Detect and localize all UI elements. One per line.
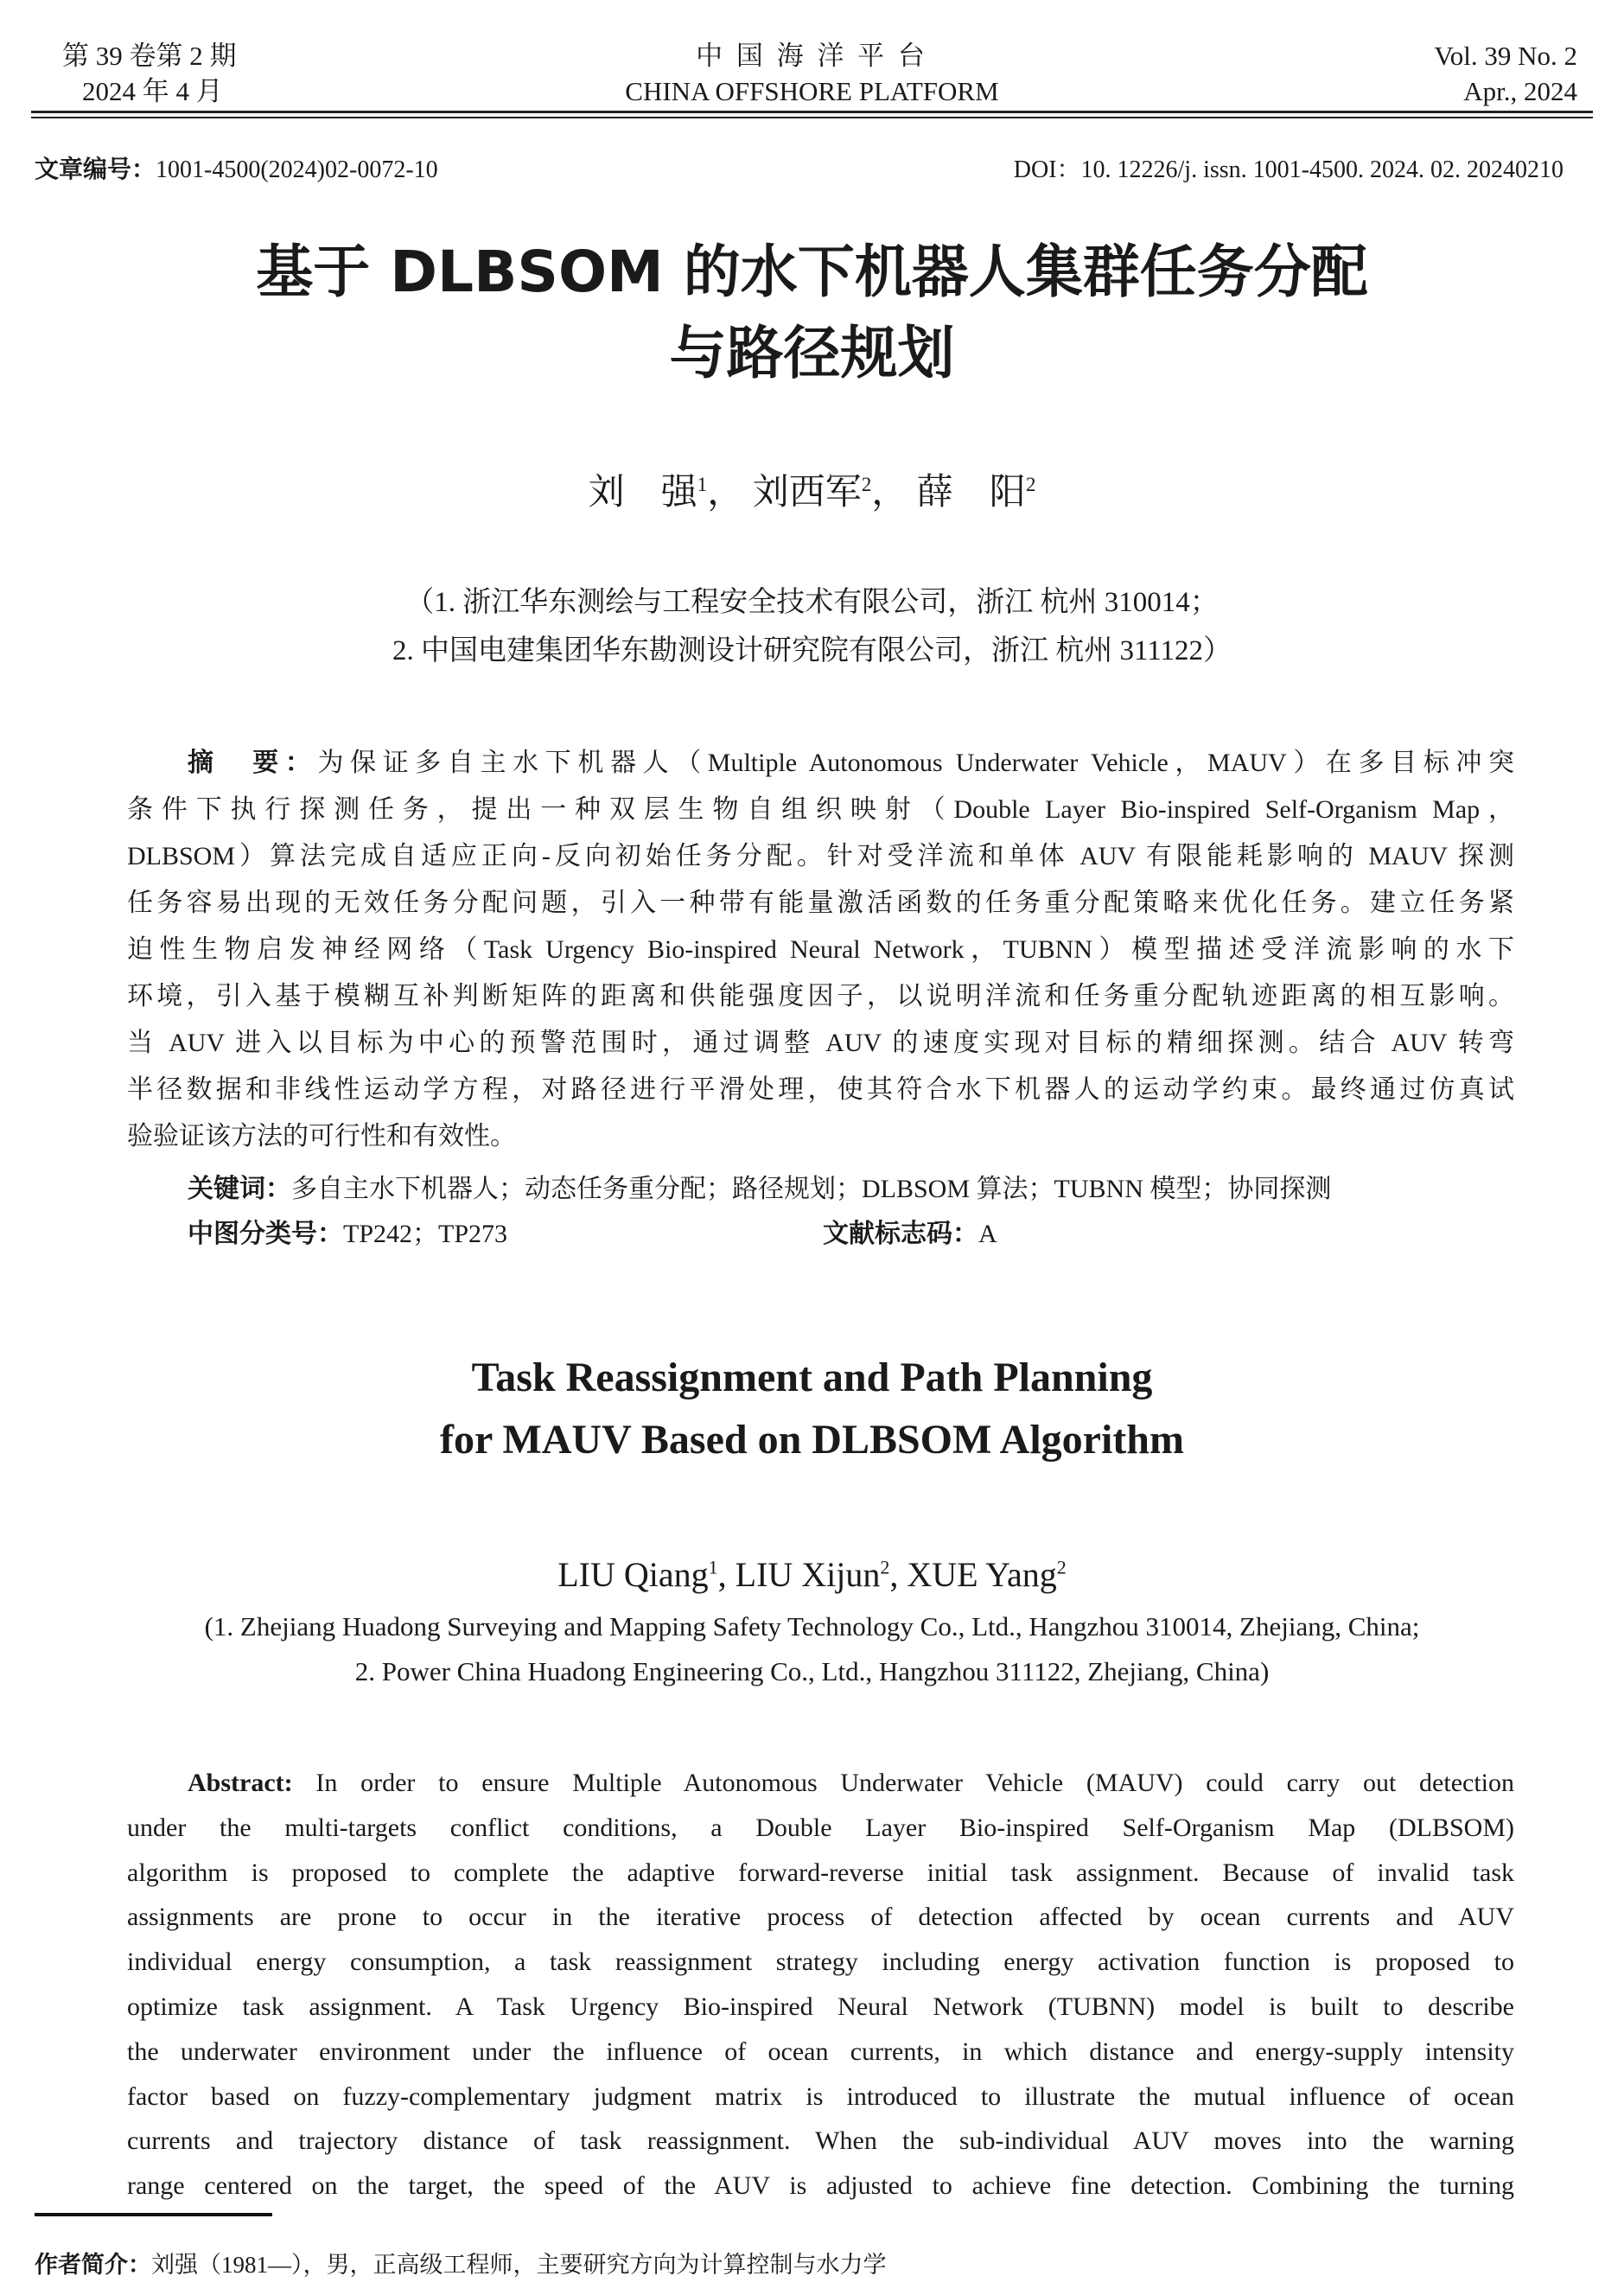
affiliation-cn-1: （1. 浙江华东测绘与工程安全技术有限公司，浙江 杭州 310014； xyxy=(405,587,1219,618)
title-cn-line-2: 与路径规划 xyxy=(669,320,955,386)
affiliation-en-2: 2. Power China Huadong Engineering Co., Ltd., Hangzhou 311122, Zhejiang, China) xyxy=(354,1656,1270,1686)
journal-name-cn: 中 国 海 洋 平 台 xyxy=(696,41,928,71)
author: XUE Yang xyxy=(907,1555,1057,1594)
abstract-cn-line: 当 AUV 进入以目标为中心的预警范围时，通过调整 AUV 的速度实现对目标的精细探测。结合 AUV 转弯 xyxy=(127,1029,1514,1057)
article-number xyxy=(35,150,438,185)
keywords-text: 多自主水下机器人；动态任务重分配；路径规划；DLBSOM 算法；TUBNN 模型；协同探测 xyxy=(291,1175,1332,1203)
header-rule xyxy=(31,111,1593,113)
document-code xyxy=(823,1212,997,1250)
author: 薛 阳 xyxy=(916,473,1026,513)
abstract-en-line: currents and trajectory distance of task reassignment. When the sub-individual AUV moves into the warning xyxy=(127,2126,1514,2156)
author-sup: 2 xyxy=(1025,473,1036,495)
separator: , xyxy=(717,1555,736,1594)
keywords-label: 关键词： xyxy=(188,1174,291,1204)
doi: DOI：10. 12226/j. issn. 1001-4500. 2024. 02. 20240210 xyxy=(1013,156,1563,183)
footnote-label: 作者简介： xyxy=(35,2252,151,2279)
affiliation-cn-2: 2. 中国电建集团华东勘测设计研究院有限公司，浙江 杭州 311122） xyxy=(392,635,1232,666)
abstract-cn-line: 验验证该方法的可行性和有效性。 xyxy=(127,1122,516,1151)
author: LIU Xijun xyxy=(735,1555,881,1594)
issue-volume-cn: 第 39 卷第 2 期 xyxy=(62,41,237,71)
abstract-cn-label: 摘 要： xyxy=(188,748,318,778)
authors-en xyxy=(0,1554,1624,1595)
footnote-text: 刘强（1981—），男，正高级工程师，主要研究方向为计算控制与水力学 xyxy=(151,2252,887,2278)
abstract-en-line: the underwater environment under the influence of ocean currents, in which distance and energy-supply intensity xyxy=(127,2037,1514,2066)
keywords-cn xyxy=(188,1167,1331,1205)
author-sup: 2 xyxy=(861,473,872,495)
footnote-rule xyxy=(35,2213,272,2216)
abstract-cn-line: 为保证多自主水下机器人（Multiple Autonomous Underwater Vehicle，MAUV）在多目标冲突 xyxy=(317,749,1514,777)
title-en-line-2: for MAUV Based on DLBSOM Algorithm xyxy=(440,1417,1184,1463)
abstract-en-line: individual energy consumption, a task reassignment strategy including energy activation function is proposed to xyxy=(127,1948,1514,1977)
abstract-cn xyxy=(127,740,1514,1160)
journal-name-en: CHINA OFFSHORE PLATFORM xyxy=(625,76,999,106)
abstract-cn-line: 条件下执行探测任务，提出一种双层生物自组织映射（Double Layer Bio-inspired Self-Organism Map， xyxy=(127,795,1514,824)
abstract-en-line: optimize task assignment. A Task Urgency Bio-inspired Neural Network (TUBNN) model is built to describe xyxy=(127,1992,1514,2021)
author: LIU Qiang xyxy=(557,1555,709,1594)
author-sup: 2 xyxy=(880,1556,890,1578)
abstract-cn-line: 环境，引入基于模糊互补判断矩阵的距离和供能强度因子，以说明洋流和任务重分配轨迹距离的相互影响。 xyxy=(127,982,1514,1010)
author-sup: 2 xyxy=(1056,1556,1067,1578)
issue-date-cn: 2024 年 4 月 xyxy=(82,76,223,106)
document-code-value: A xyxy=(978,1220,997,1248)
author: 刘 强 xyxy=(588,473,697,513)
header-rule xyxy=(31,117,1593,118)
separator: ， xyxy=(707,473,744,513)
abstract-en-line: factor based on fuzzy-complementary judgment matrix is introduced to illustrate the mutual influence of ocean xyxy=(127,2081,1514,2111)
separator: ， xyxy=(871,473,908,513)
author-sup: 1 xyxy=(708,1556,718,1578)
author: 刘西军 xyxy=(752,473,862,513)
abstract-cn-line: 迫性生物启发神经网络（Task Urgency Bio-inspired Neural Network，TUBNN）模型描述受洋流影响的水下 xyxy=(127,935,1514,964)
abstract-cn-line: 任务容易出现的无效任务分配问题，引入一种带有能量激活函数的任务重分配策略来优化任务。建立任务紧 xyxy=(127,889,1514,917)
abstract-cn-line: DLBSOM）算法完成自适应正向-反向初始任务分配。针对受洋流和单体 AUV 有限能耗影响的 MAUV 探测 xyxy=(127,842,1514,870)
author-bio-footnote xyxy=(35,2246,887,2279)
abstract-en xyxy=(127,1761,1514,2209)
abstract-en-line: under the multi-targets conflict conditions, a Double Layer Bio-inspired Self-Organism Map (DLBSOM) xyxy=(127,1813,1514,1842)
abstract-en-label: Abstract: xyxy=(188,1769,293,1797)
clc-number xyxy=(188,1212,507,1250)
abstract-en-line: range centered on the target, the speed of the AUV is adjusted to achieve fine detection. Combining the turning xyxy=(127,2171,1514,2201)
title-cn-line-1: 基于 DLBSOM 的水下机器人集群任务分配 xyxy=(256,239,1368,305)
clc-value: TP242；TP273 xyxy=(343,1220,508,1248)
author-sup: 1 xyxy=(697,473,708,495)
issue-volume-en: Vol. 39 No. 2 xyxy=(1434,41,1577,71)
document-code-label: 文献标志码： xyxy=(823,1219,978,1249)
affiliation-en-1: (1. Zhejiang Huadong Surveying and Mapping Safety Technology Co., Ltd., Hangzhou 310014, Zhejiang, China; xyxy=(204,1611,1420,1642)
issue-date-en: Apr., 2024 xyxy=(1463,76,1577,106)
clc-label: 中图分类号： xyxy=(188,1219,343,1249)
separator: , xyxy=(889,1555,908,1594)
abstract-en-line: In order to ensure Multiple Autonomous Underwater Vehicle (MAUV) could carry out detection xyxy=(315,1769,1514,1797)
article-number-value: 1001-4500(2024)02-0072-10 xyxy=(156,156,438,183)
article-number-label: 文章编号： xyxy=(35,155,156,183)
authors-cn xyxy=(0,463,1624,515)
abstract-en-line: assignments are prone to occur in the iterative process of detection affected by ocean currents and AUV xyxy=(127,1903,1514,1932)
abstract-cn-line: 半径数据和非线性运动学方程，对路径进行平滑处理，使其符合水下机器人的运动学约束。最终通过仿真试 xyxy=(127,1075,1514,1104)
title-en-line-1: Task Reassignment and Path Planning xyxy=(471,1355,1153,1400)
abstract-en-line: algorithm is proposed to complete the adaptive forward-reverse initial task assignment. Because of invalid task xyxy=(127,1858,1514,1887)
